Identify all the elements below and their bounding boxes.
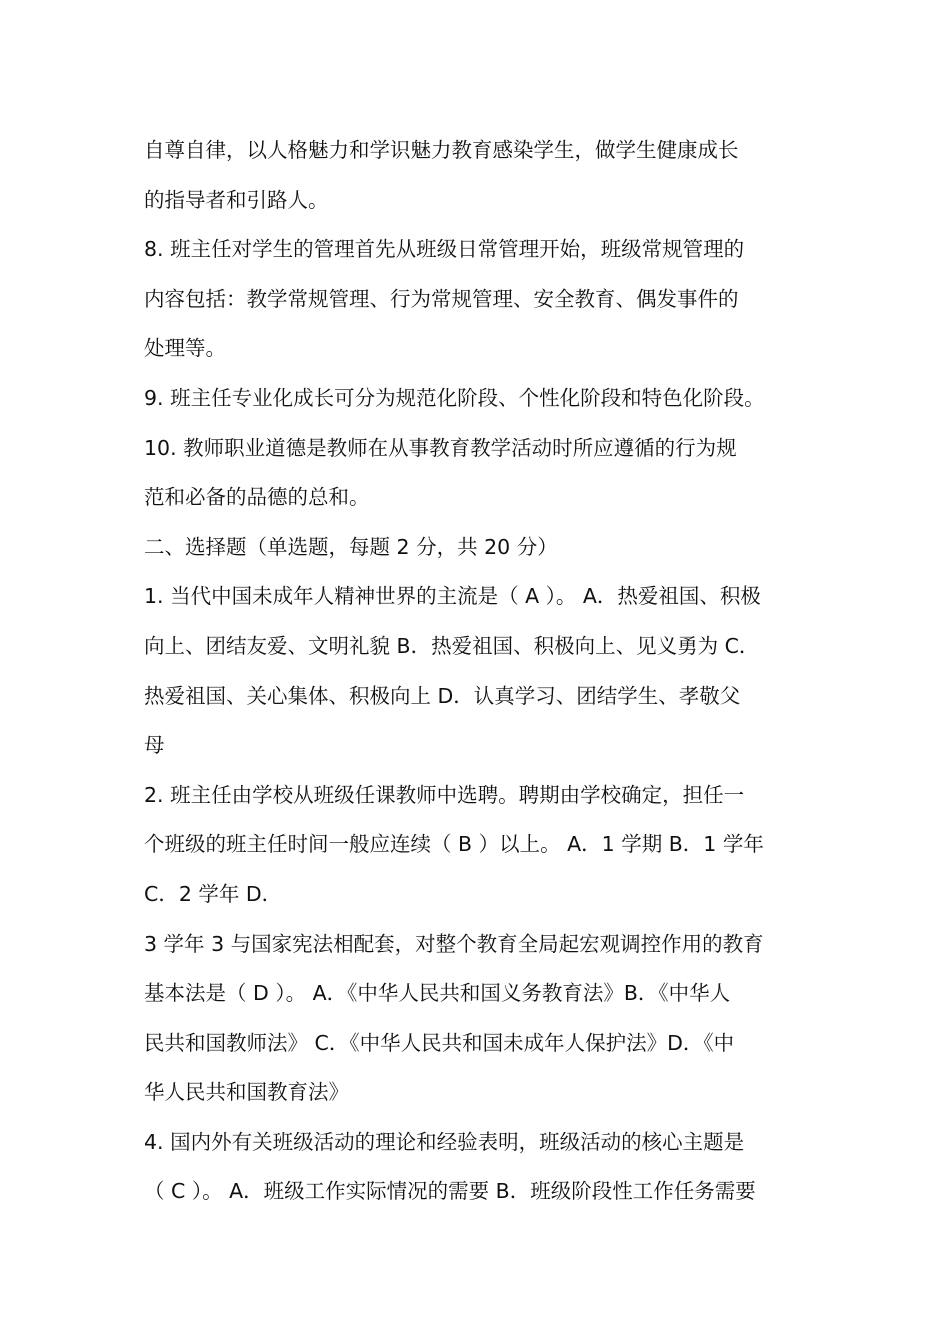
text-line: 向上、团结友爱、文明礼貌 B．热爱祖国、积极向上、见义勇为 C． bbox=[144, 633, 760, 658]
text-line: （ C ）。 A．班级工作实际情况的需要 B．班级阶段性工作任务需要 bbox=[144, 1179, 756, 1204]
text-line: 个班级的班主任时间一般应连续（ B ）以上。 A．1 学期 B．1 学年 bbox=[144, 832, 764, 857]
text-line: C．2 学年 D． bbox=[144, 881, 283, 906]
text-line: 华人民共和国教育法》 bbox=[144, 1080, 349, 1105]
text-line: 的指导者和引路人。 bbox=[144, 187, 329, 212]
text-line: 4. 国内外有关班级活动的理论和经验表明，班级活动的核心主题是 bbox=[144, 1129, 745, 1154]
document-body bbox=[144, 126, 810, 1217]
text-line: 8. 班主任对学生的管理首先从班级日常管理开始，班级常规管理的 bbox=[144, 237, 745, 262]
text-line: 热爱祖国、关心集体、积极向上 D．认真学习、团结学生、孝敬父 bbox=[144, 683, 741, 708]
text-line: 内容包括：教学常规管理、行为常规管理、安全教育、偶发事件的 bbox=[144, 286, 739, 311]
text-line: 处理等。 bbox=[144, 336, 226, 361]
text-line: 9. 班主任专业化成长可分为规范化阶段、个性化阶段和特色化阶段。 bbox=[144, 385, 765, 410]
text-line: 民共和国教师法》 C．《中华人民共和国未成年人保护法》D．《中 bbox=[144, 1030, 735, 1055]
text-line: 自尊自律，以人格魅力和学识魅力教育感染学生，做学生健康成长 bbox=[144, 138, 739, 162]
text-line: 10. 教师职业道德是教师在从事教育教学活动时所应遵循的行为规 bbox=[144, 435, 737, 460]
text-line: 基本法是（ D ）。 A．《中华人民共和国义务教育法》B．《中华人 bbox=[144, 981, 731, 1006]
text-line: 1. 当代中国未成年人精神世界的主流是（ A ）。 A．热爱祖国、积极 bbox=[144, 584, 761, 609]
text-line: 母 bbox=[144, 733, 165, 758]
text-line: 2. 班主任由学校从班级任课教师中选聘。聘期由学校确定，担任一 bbox=[144, 782, 745, 807]
text-line: 范和必备的品德的总和。 bbox=[144, 485, 370, 510]
text-line: 3 学年 3 与国家宪法相配套，对整个教育全局起宏观调控作用的教育 bbox=[144, 931, 764, 956]
section-heading: 二、选择题（单选题，每题 2 分，共 20 分） bbox=[144, 534, 558, 559]
